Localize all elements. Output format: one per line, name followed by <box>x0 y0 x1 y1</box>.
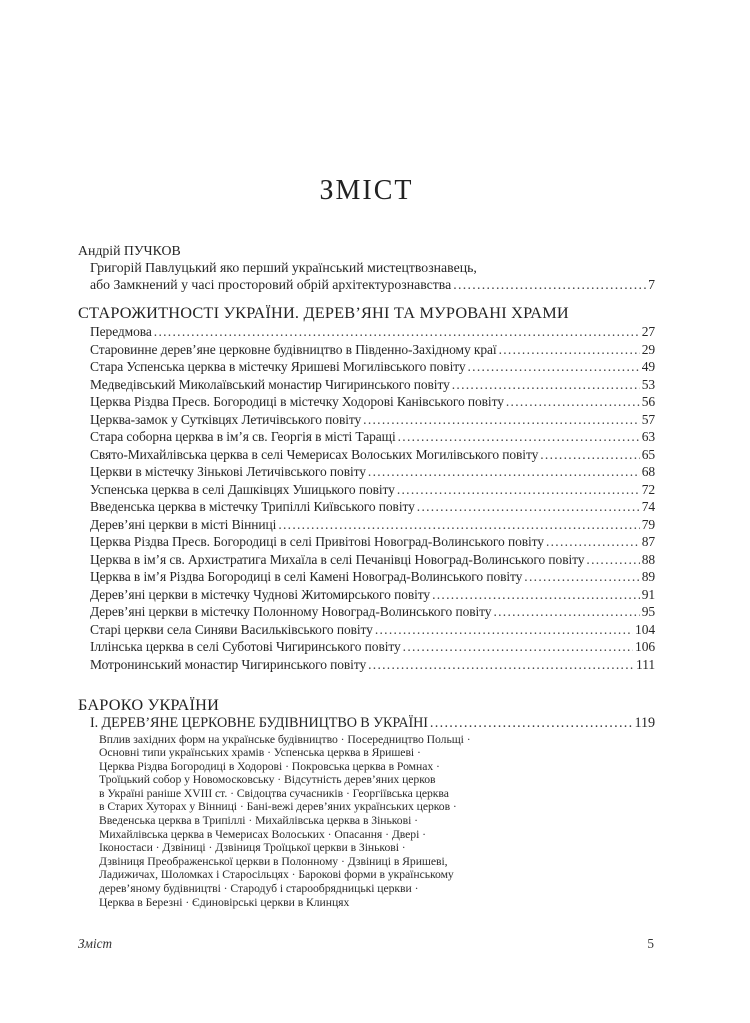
toc-entry <box>90 568 655 586</box>
subtopic-line: Введенська церква в Трипіллі · Михайлівська церква в Зінькові · <box>99 814 418 828</box>
entry-page-number: 53 <box>641 376 655 392</box>
entry-title: Церква в ім’я св. Архистратига Михаїла в селі Печанівці Новоград-Волинського повіту <box>90 551 585 567</box>
entry-page-number: 91 <box>641 586 655 602</box>
front-author: Андрій ПУЧКОВ <box>78 243 181 258</box>
entry-page-number: 89 <box>641 569 655 584</box>
entry-page-number: 87 <box>641 534 655 549</box>
toc-entry <box>90 393 655 411</box>
page-title: ЗМІСТ <box>319 175 414 206</box>
entry-title: Передмова <box>90 324 152 339</box>
toc-entry <box>90 656 655 674</box>
entry-page-number: 72 <box>641 481 655 497</box>
toc-entry <box>90 323 655 341</box>
toc-entry <box>90 621 655 639</box>
toc-entry <box>90 533 655 551</box>
dot-leader <box>395 481 640 499</box>
entry-page-number: 74 <box>641 499 655 514</box>
subtopic-line: в Україні раніше XVIII ст. · Свідоцтва сучасників · Георгіївська церква <box>99 786 449 800</box>
front-title-line2: або Замкнений у часі просторовий обрій архітектурознавства <box>90 277 452 292</box>
toc-entry <box>90 498 655 516</box>
toc-entry <box>90 411 655 429</box>
toc-section <box>78 303 655 673</box>
toc-entry <box>90 428 655 446</box>
entry-page-number: 106 <box>635 639 655 654</box>
entry-title: Старі церкви села Синяви Васильківського повіту <box>90 621 373 637</box>
entry-page-number: 95 <box>641 604 655 619</box>
entry-page-number: 104 <box>635 621 655 637</box>
toc-entry <box>90 586 655 604</box>
entry-page-number: 57 <box>641 411 655 427</box>
dot-leader <box>538 446 639 464</box>
entry-page-number: 29 <box>641 341 655 357</box>
subtopic-line: Церква Різдва Богородиці в Ходорові · Покровська церква в Ромнах · <box>99 759 440 773</box>
toc-entry <box>90 481 655 499</box>
toc-entry <box>90 446 655 464</box>
entry-title: Церква в ім’я Різдва Богородиці в селі Камені Новоград-Волинського повіту <box>90 569 523 584</box>
front-page-number: 7 <box>648 277 655 292</box>
entry-page-number: 79 <box>641 516 655 532</box>
entry-title: Мотронинський монастир Чигиринського повіту <box>90 656 367 672</box>
entry-page-number: 88 <box>641 551 655 567</box>
entry-title: Церкви в містечку Зінькові Летичівського повіту <box>90 464 366 479</box>
toc-entry <box>90 463 655 481</box>
dot-leader <box>373 621 633 639</box>
entry-title: Стара Успенська церква в містечку Яришеві Могилівського повіту <box>90 359 466 374</box>
entry-title: Іллінська церква в селі Суботові Чигиринського повіту <box>90 639 401 654</box>
toc-entry <box>90 715 655 733</box>
dot-leader <box>415 498 640 516</box>
entry-title: Медведівський Миколаївський монастир Чигиринського повіту <box>90 376 450 392</box>
page-footer <box>78 936 654 952</box>
dot-leader <box>466 358 640 376</box>
subtopic-line: Троїцький собор у Новомосковську · Відсутність дерев’яних церков <box>99 773 436 787</box>
toc-entry <box>90 516 655 534</box>
entry-page-number: 119 <box>634 715 655 731</box>
entry-page-number: 63 <box>641 429 655 444</box>
entry-page-number: 49 <box>641 359 655 374</box>
toc-entry <box>90 603 655 621</box>
entry-page-number: 27 <box>641 324 655 339</box>
dot-leader <box>497 341 640 359</box>
dot-leader <box>451 276 646 293</box>
dot-leader <box>430 586 640 604</box>
entry-page-number: 65 <box>641 446 655 462</box>
dot-leader <box>544 533 640 551</box>
section-heading: БАРОКО УКРАЇНИ <box>78 695 220 714</box>
subtopic-line: Церква в Березні · Єдиновірські церкви в Клинцях <box>99 895 350 909</box>
subtopic-line: Іконостаси · Дзвіниці · Дзвіниця Троїцької церкви в Зінькові · <box>99 841 406 855</box>
toc-entry <box>90 551 655 569</box>
entry-title: Старовинне дерев’яне церковне будівництво в Південно-Західному краї <box>90 341 497 357</box>
entry-title: Церква Різдва Пресв. Богородиці в селі Привітові Новоград-Волинського повіту <box>90 534 544 549</box>
entry-title: І. ДЕРЕВ’ЯНЕ ЦЕРКОВНЕ БУДІВНИЦТВО В УКРАЇНІ <box>90 715 428 731</box>
front-title-line1: Григорій Павлуцький яко перший український мистецтвознавець, <box>90 260 477 275</box>
entry-page-number: 56 <box>641 394 655 409</box>
dot-leader <box>428 715 633 733</box>
dot-leader <box>504 393 640 411</box>
entry-title: Стара соборна церква в ім’я св. Георгія в місті Таращі <box>90 429 396 444</box>
front-entry-row <box>90 276 655 293</box>
dot-leader <box>450 376 640 394</box>
dot-leader <box>401 638 633 656</box>
section-heading: СТАРОЖИТНОСТІ УКРАЇНИ. ДЕРЕВ’ЯНІ ТА МУРОВАНІ ХРАМИ <box>78 303 569 322</box>
dot-leader <box>584 551 639 569</box>
subtopic-line: Дзвіниця Преображенської церкви в Полонному · Дзвіниці в Яришеві, <box>99 854 448 868</box>
entry-title: Церква Різдва Пресв. Богородиці в містечку Ходорові Канівського повіту <box>90 394 504 409</box>
dot-leader <box>276 516 639 534</box>
entry-title: Дерев’яні церкви в містечку Полонному Новоград-Волинського повіту <box>90 604 492 619</box>
front-matter-entry <box>78 242 655 293</box>
dot-leader <box>522 568 639 586</box>
dot-leader <box>152 323 640 341</box>
dot-leader <box>366 656 634 674</box>
subtopic-line: Михайлівська церква в Чемерисах Волоських · Опасання · Двері · <box>99 827 426 841</box>
entry-title: Дерев’яні церкви в місті Вінниці <box>90 516 277 532</box>
entry-title: Церква-замок у Сутківцях Летичівського повіту <box>90 411 362 427</box>
dot-leader <box>361 411 640 429</box>
entry-page-number: 111 <box>636 656 655 672</box>
footer-page-number: 5 <box>647 936 654 951</box>
toc-entry <box>90 376 655 394</box>
entry-title: Успенська церква в селі Дашківцях Ушицького повіту <box>90 481 395 497</box>
entry-title: Введенська церква в містечку Трипіллі Київського повіту <box>90 499 415 514</box>
dot-leader <box>396 428 640 446</box>
subtopic-line: Ладижичах, Шоломках і Старосільцях · Барокові форми в українському <box>99 868 454 882</box>
subtopic-line: Вплив західних форм на українське будівництво · Посередництво Польщі · <box>99 732 471 746</box>
entry-title: Свято-Михайлівська церква в селі Чемерисах Волоських Могилівського повіту <box>90 446 539 462</box>
entry-page-number: 68 <box>641 464 655 479</box>
footer-running-title: Зміст <box>78 936 112 951</box>
toc-entry <box>90 358 655 376</box>
subtopic-line: в Старих Хуторах у Вінниці · Бані-вежі дерев’яних українських церков · <box>99 800 457 814</box>
toc-section <box>78 695 655 909</box>
entry-title: Дерев’яні церкви в містечку Чуднові Житомирського повіту <box>90 586 431 602</box>
dot-leader <box>491 603 639 621</box>
subtopic-line: дерев’яному будівництві · Стародуб і старообрядницькі церкви · <box>99 882 419 896</box>
toc-entry <box>90 638 655 656</box>
subtopic-line: Основні типи українських храмів · Успенська церква в Яришеві · <box>99 746 421 760</box>
dot-leader <box>366 463 640 481</box>
sections-container <box>78 303 655 909</box>
toc-entry <box>90 341 655 359</box>
